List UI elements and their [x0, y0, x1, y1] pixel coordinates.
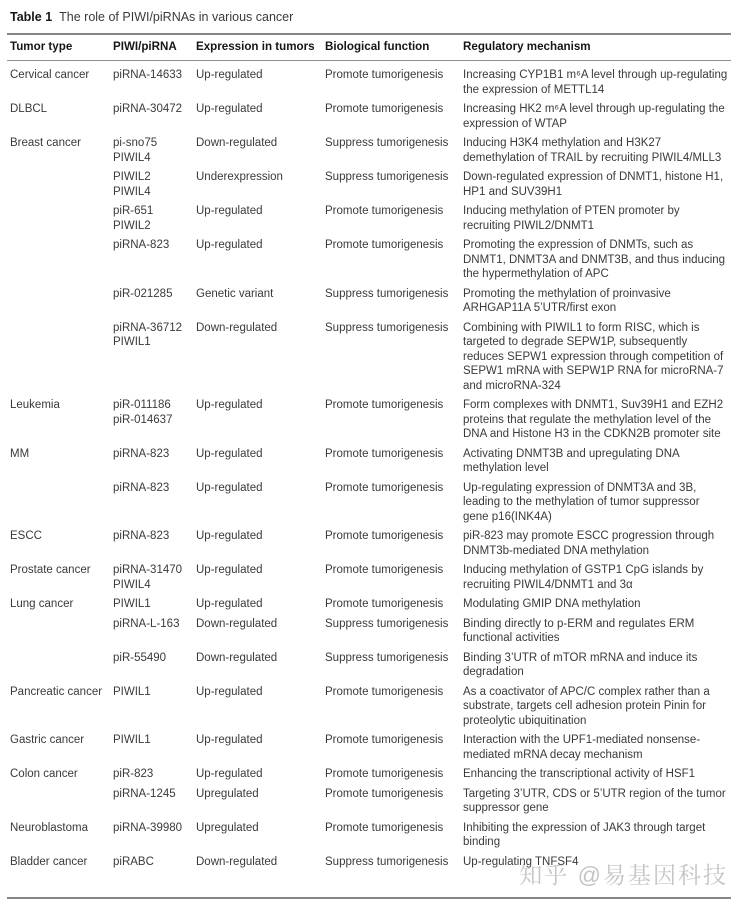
cell-biological-function: Suppress tumorigenesis: [325, 321, 449, 334]
cell-expression: Upregulated: [196, 821, 259, 834]
cell-regulatory-mechanism: Binding 3’UTR of mTOR mRNA and induce its degradation: [463, 651, 698, 678]
column-header-regulatory-mechanism: Regulatory mechanism: [463, 40, 591, 53]
cell-tumor-type: MM: [10, 447, 30, 460]
cell-regulatory-mechanism: Up-regulating expression of DNMT3A and 3B, leading to the methylation of tumor suppressor gene p16(INK4A): [463, 481, 700, 523]
cell-biological-function: Promote tumorigenesis: [325, 530, 444, 542]
cell-biological-function: Promote tumorigenesis: [325, 768, 444, 780]
cell-tumor-type: Leukemia: [10, 399, 60, 411]
cell-expression: Up-regulated: [196, 685, 263, 698]
cell-piwi-pirna: PIWIL1: [113, 734, 151, 746]
table-row: [0, 136, 738, 165]
divider-bottom: [7, 897, 731, 899]
cell-biological-function: Promote tumorigenesis: [325, 598, 444, 610]
cell-biological-function: Suppress tumorigenesis: [325, 287, 449, 300]
cell-regulatory-mechanism: Promoting the methylation of proinvasive ARHGAP11A 5’UTR/first exon: [463, 287, 671, 314]
cell-expression: Up-regulated: [196, 481, 263, 494]
cell-biological-function: Promote tumorigenesis: [325, 685, 444, 698]
cell-expression: Up-regulated: [196, 734, 263, 746]
cell-tumor-type: Gastric cancer: [10, 734, 85, 746]
cell-piwi-pirna: piRNA-823: [113, 530, 170, 542]
cell-tumor-type: [10, 787, 113, 816]
table-caption-text: The role of PIWI/piRNAs in various cancer: [59, 10, 294, 24]
cell-regulatory-mechanism: Inducing methylation of PTEN promoter by recruiting PIWIL2/DNMT1: [463, 205, 680, 232]
cell-piwi-pirna: piR-011186 piR-014637: [113, 399, 173, 426]
cell-expression: Down-regulated: [196, 617, 278, 630]
cell-expression: Down-regulated: [196, 855, 278, 868]
table-row: [0, 787, 738, 816]
cell-regulatory-mechanism: Targeting 3’UTR, CDS or 5’UTR region of the tumor suppressor gene: [463, 787, 726, 814]
cell-piwi-pirna: piRNA-823: [113, 481, 170, 494]
cell-piwi-pirna: piR-651 PIWIL2: [113, 205, 154, 232]
column-header-expression: Expression in tumors: [196, 40, 315, 53]
cell-piwi-pirna: piRNA-L-163: [113, 617, 180, 630]
cell-expression: Up-regulated: [196, 598, 263, 610]
cell-piwi-pirna: pi-sno75 PIWIL4: [113, 137, 158, 164]
table-row: [0, 529, 738, 558]
cell-piwi-pirna: piR-021285: [113, 287, 173, 300]
cell-biological-function: Promote tumorigenesis: [325, 821, 444, 834]
cell-expression: Down-regulated: [196, 321, 278, 334]
cell-regulatory-mechanism: Interaction with the UPF1-mediated nonsense-mediated mRNA decay mechanism: [463, 734, 701, 761]
cell-piwi-pirna: piRABC: [113, 855, 154, 868]
column-header-tumor-type: Tumor type: [10, 40, 73, 53]
cell-expression: Up-regulated: [196, 205, 263, 217]
cell-biological-function: Suppress tumorigenesis: [325, 651, 449, 664]
cell-piwi-pirna: piRNA-14633: [113, 69, 183, 81]
table-row: [0, 855, 738, 870]
cell-regulatory-mechanism: Activating DNMT3B and upregulating DNA methylation level: [463, 447, 680, 474]
cell-biological-function: Suppress tumorigenesis: [325, 137, 449, 149]
cell-tumor-type: Lung cancer: [10, 598, 74, 610]
cell-tumor-type: Neuroblastoma: [10, 821, 88, 834]
cell-regulatory-mechanism: As a coactivator of APC/C complex rather than a substrate, targets cell adhesion protein Pinin for proteolytic ubiquitination: [463, 685, 710, 727]
table-row: [0, 651, 738, 680]
table-row: [0, 238, 738, 282]
table-caption-label: Table 1: [10, 10, 53, 24]
cell-expression: Underexpression: [196, 171, 283, 183]
cell-regulatory-mechanism: Inhibiting the expression of JAK3 through target binding: [463, 821, 706, 848]
cell-biological-function: Promote tumorigenesis: [325, 481, 444, 494]
cell-biological-function: Suppress tumorigenesis: [325, 617, 449, 630]
cell-tumor-type: [10, 204, 113, 233]
table-row: [0, 287, 738, 316]
cell-tumor-type: [10, 238, 113, 282]
cell-regulatory-mechanism: Modulating GMIP DNA methylation: [463, 598, 641, 610]
cell-regulatory-mechanism: Down-regulated expression of DNMT1, histone H1, HP1 and SUV39H1: [463, 171, 724, 198]
cell-biological-function: Promote tumorigenesis: [325, 734, 444, 746]
cell-piwi-pirna: piRNA-36712 PIWIL1: [113, 321, 183, 348]
cell-expression: Up-regulated: [196, 564, 263, 576]
cell-tumor-type: ESCC: [10, 530, 42, 542]
cell-tumor-type: Cervical cancer: [10, 69, 90, 81]
cell-regulatory-mechanism: Enhancing the transcriptional activity of HSF1: [463, 768, 696, 780]
cell-expression: Down-regulated: [196, 651, 278, 664]
cell-biological-function: Promote tumorigenesis: [325, 447, 444, 460]
cell-regulatory-mechanism: Binding directly to p-ERM and regulates ERM functional activities: [463, 617, 695, 644]
cell-expression: Up-regulated: [196, 103, 263, 115]
cell-biological-function: Promote tumorigenesis: [325, 787, 444, 800]
cell-piwi-pirna: PIWIL2 PIWIL4: [113, 171, 151, 198]
table-caption: [0, 0, 738, 33]
cell-tumor-type: [10, 321, 113, 394]
cell-biological-function: Promote tumorigenesis: [325, 239, 444, 251]
cell-piwi-pirna: piRNA-39980: [113, 821, 183, 834]
cell-tumor-type: [10, 651, 113, 680]
cell-regulatory-mechanism: piR-823 may promote ESCC progression through DNMT3b-mediated DNA methylation: [463, 530, 715, 557]
table-row: [0, 767, 738, 782]
table-row: [0, 733, 738, 762]
cell-tumor-type: Colon cancer: [10, 768, 78, 780]
cell-biological-function: Promote tumorigenesis: [325, 205, 444, 217]
table-header-row: [0, 35, 738, 60]
cell-expression: Up-regulated: [196, 447, 263, 460]
cell-tumor-type: [10, 170, 113, 199]
cell-tumor-type: Prostate cancer: [10, 564, 91, 576]
cell-regulatory-mechanism: Increasing HK2 m⁶A level through up-regulating the expression of WTAP: [463, 103, 725, 130]
cell-piwi-pirna: PIWIL1: [113, 598, 151, 610]
cell-expression: Upregulated: [196, 787, 259, 800]
table-row: [0, 321, 738, 394]
cell-biological-function: Suppress tumorigenesis: [325, 855, 449, 868]
table-row: [0, 685, 738, 729]
cell-regulatory-mechanism: Up-regulating TNFSF4: [463, 855, 579, 868]
cell-piwi-pirna: piR-823: [113, 768, 154, 780]
cell-piwi-pirna: PIWIL1: [113, 685, 151, 698]
cell-tumor-type: [10, 617, 113, 646]
cell-expression: Up-regulated: [196, 399, 263, 411]
table-row: [0, 821, 738, 850]
cell-expression: Up-regulated: [196, 69, 263, 81]
table-row: [0, 481, 738, 525]
cell-regulatory-mechanism: Inducing H3K4 methylation and H3K27 demethylation of TRAIL by recruiting PIWIL4/MLL3: [463, 137, 722, 164]
column-header-piwi-pirna: PIWI/piRNA: [113, 40, 177, 53]
zhihu-watermark: 知乎 @易基因科技: [519, 862, 728, 888]
cell-piwi-pirna: piRNA-31470 PIWIL4: [113, 564, 183, 591]
cell-regulatory-mechanism: Increasing CYP1B1 m⁶A level through up-regulating the expression of METTL14: [463, 69, 728, 96]
cell-tumor-type: DLBCL: [10, 103, 48, 115]
cell-expression: Up-regulated: [196, 530, 263, 542]
cell-regulatory-mechanism: Inducing methylation of GSTP1 CpG islands by recruiting PIWIL4/DNMT1 and 3α: [463, 564, 704, 591]
table-row: [0, 597, 738, 612]
cell-piwi-pirna: piRNA-30472: [113, 103, 183, 115]
table-row: [0, 398, 738, 442]
table-body: [0, 61, 738, 869]
table-row: [0, 102, 738, 131]
cell-regulatory-mechanism: Form complexes with DNMT1, Suv39H1 and EZH2 proteins that regulate the methylation level of the DNA and Histone H3 in the CDKN2B promoter site: [463, 399, 724, 440]
cell-tumor-type: Pancreatic cancer: [10, 685, 103, 698]
cell-regulatory-mechanism: Combining with PIWIL1 to form RISC, which is targeted to degrade SEPW1P, subsequently reduces SEPW1 expression through competition of SEPW1 mRNA with SEPW1P RNA for microRNA-7 and microRNA-324: [463, 321, 724, 392]
table-row: [0, 204, 738, 233]
cell-tumor-type: [10, 287, 113, 316]
column-header-biological-function: Biological function: [325, 40, 430, 53]
table-row: [0, 170, 738, 199]
cell-piwi-pirna: piRNA-823: [113, 239, 170, 251]
cell-regulatory-mechanism: Promoting the expression of DNMTs, such as DNMT1, DNMT3A and DNMT3B, and thus inducing the hypermethylation of APC: [463, 239, 726, 280]
cell-tumor-type: Breast cancer: [10, 137, 81, 149]
cell-expression: Up-regulated: [196, 768, 263, 780]
cell-piwi-pirna: piRNA-1245: [113, 787, 176, 800]
table-row: [0, 447, 738, 476]
cell-tumor-type: Bladder cancer: [10, 855, 88, 868]
cell-expression: Down-regulated: [196, 137, 278, 149]
cell-expression: Up-regulated: [196, 239, 263, 251]
cell-tumor-type: [10, 481, 113, 525]
cell-biological-function: Promote tumorigenesis: [325, 69, 444, 81]
cell-expression: Genetic variant: [196, 287, 274, 300]
cell-biological-function: Promote tumorigenesis: [325, 399, 444, 411]
cell-piwi-pirna: piR-55490: [113, 651, 167, 664]
table-row: [0, 563, 738, 592]
cell-piwi-pirna: piRNA-823: [113, 447, 170, 460]
cell-biological-function: Promote tumorigenesis: [325, 103, 444, 115]
table-row: [0, 68, 738, 97]
cell-biological-function: Suppress tumorigenesis: [325, 171, 449, 183]
table-row: [0, 617, 738, 646]
cell-biological-function: Promote tumorigenesis: [325, 564, 444, 576]
